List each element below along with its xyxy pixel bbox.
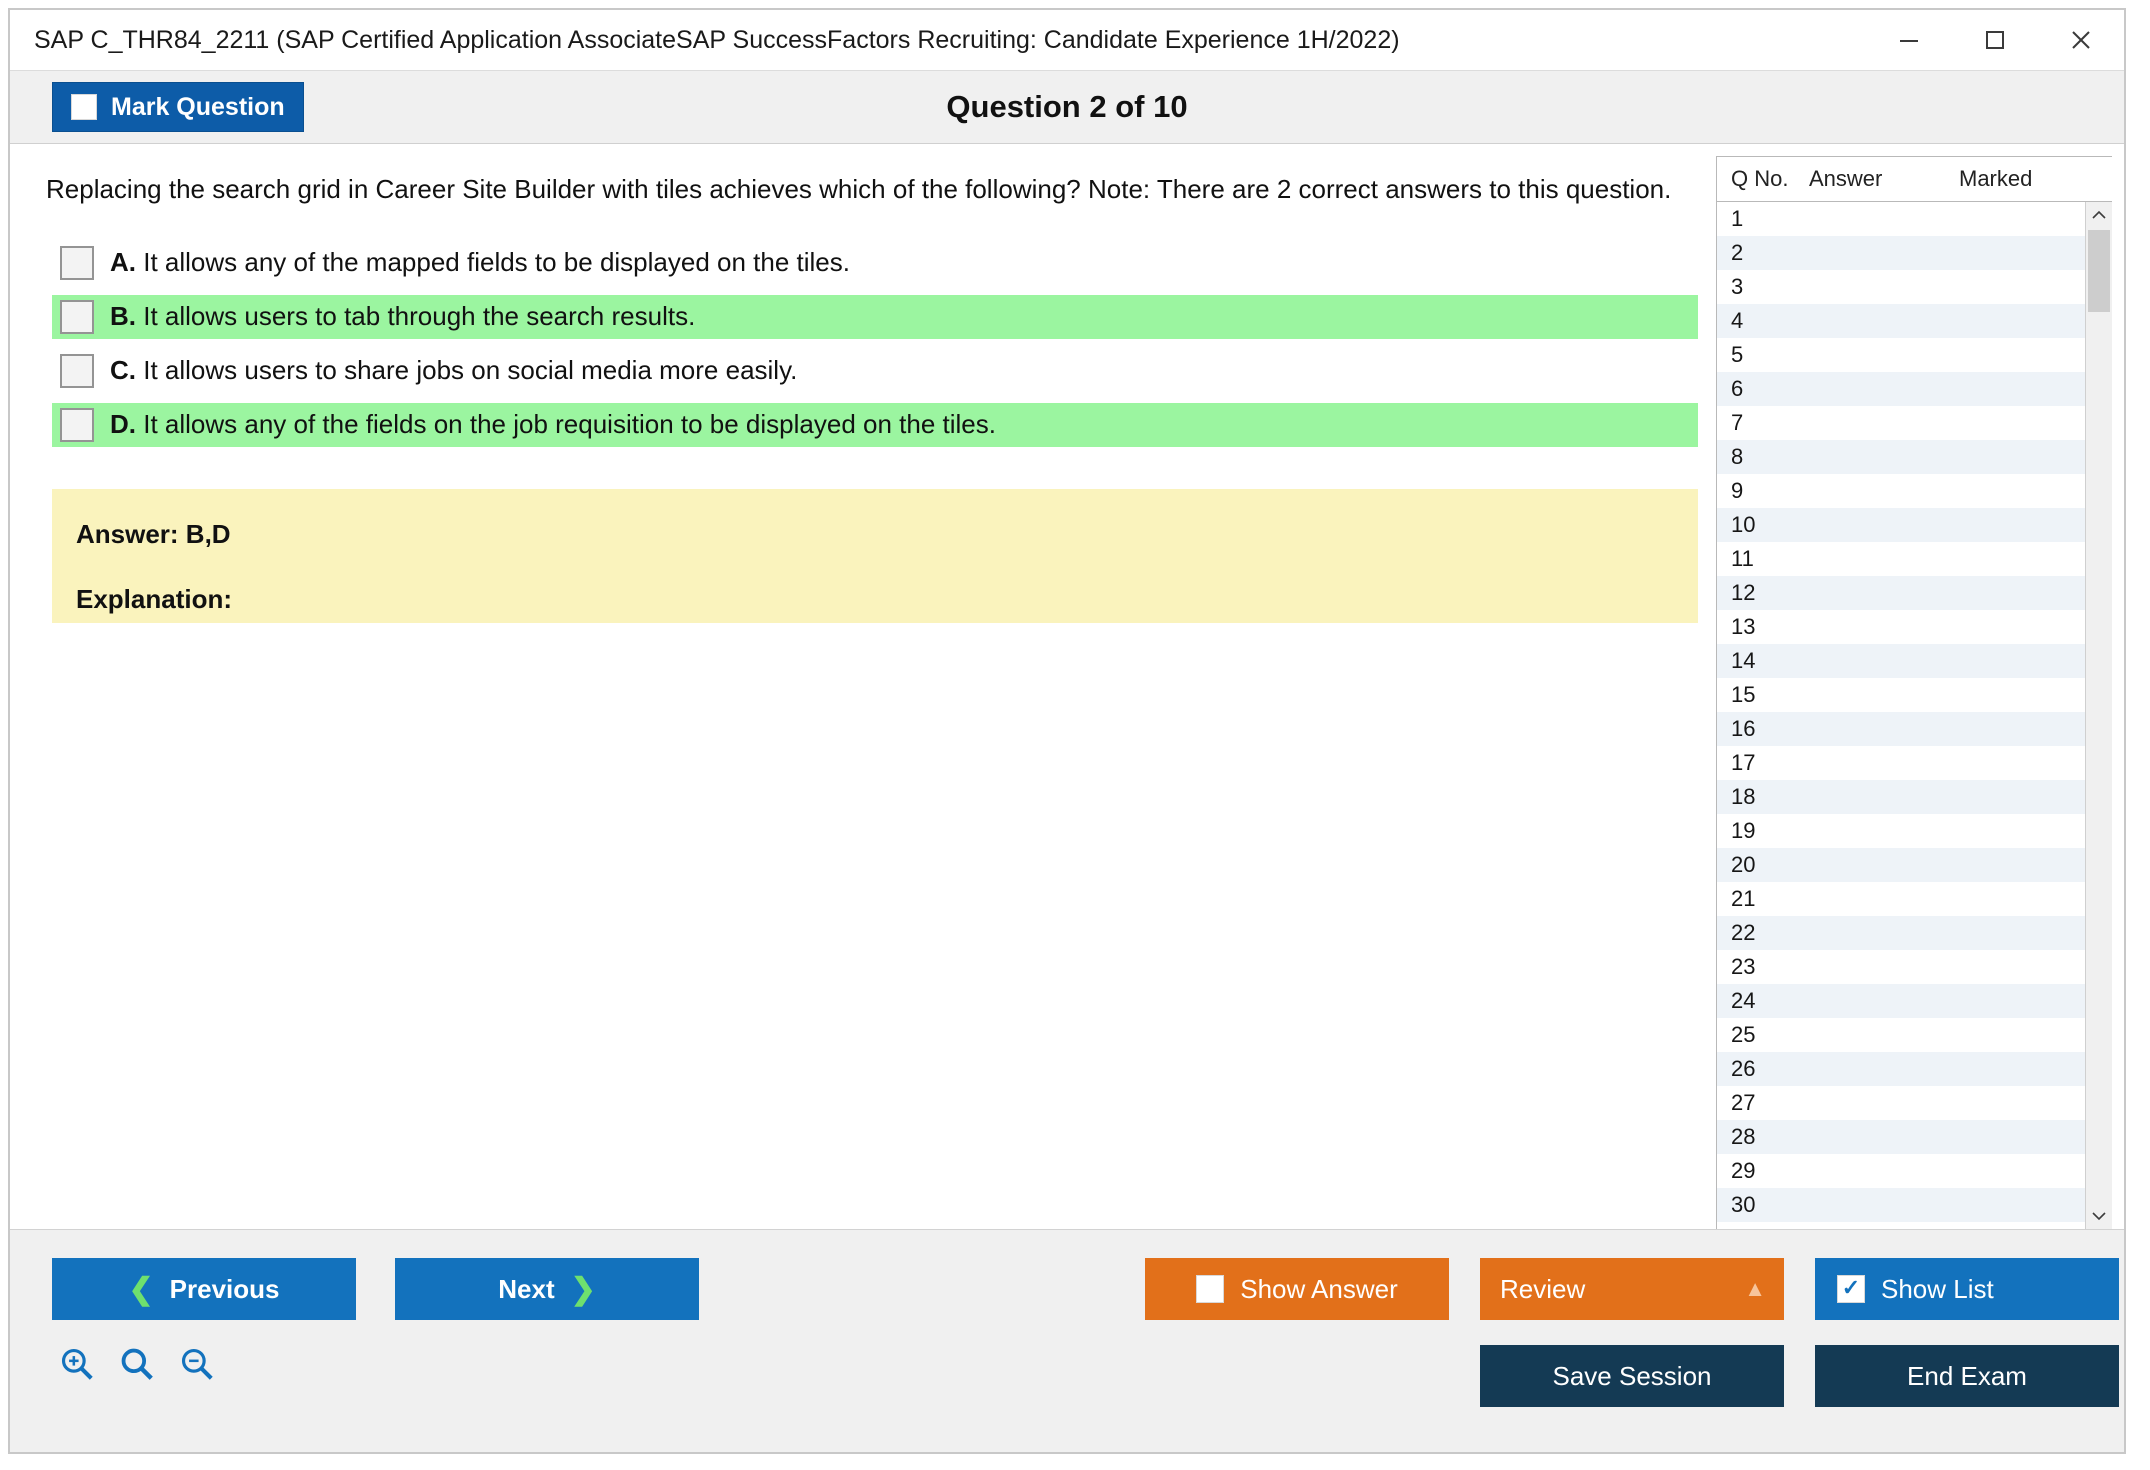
save-session-button[interactable] <box>1480 1345 1784 1407</box>
table-row[interactable] <box>1717 338 2085 372</box>
row-qno: 16 <box>1731 716 1756 741</box>
mark-question-button[interactable] <box>52 82 304 132</box>
table-row[interactable] <box>1717 644 2085 678</box>
row-qno: 15 <box>1731 682 1756 707</box>
answer-text: Answer: B,D <box>76 518 231 549</box>
previous-label: Previous <box>169 1273 280 1304</box>
question-pane <box>10 144 1716 1229</box>
question-list-scrollbar[interactable] <box>2085 202 2112 1229</box>
show-list-button[interactable] <box>1815 1258 2119 1320</box>
row-qno: 29 <box>1731 1158 1756 1183</box>
table-row[interactable] <box>1717 202 2085 236</box>
zoom-in-icon[interactable] <box>58 1345 96 1388</box>
end-exam-label: End Exam <box>1907 1360 2027 1391</box>
answer-panel <box>52 489 1698 623</box>
review-label: Review <box>1500 1273 1586 1304</box>
table-row[interactable] <box>1717 882 2085 916</box>
option-letter-b: B. <box>110 301 136 332</box>
option-row-b[interactable] <box>52 295 1698 339</box>
mark-question-label: Mark Question <box>111 92 285 121</box>
maximize-icon[interactable] <box>1952 10 2038 70</box>
table-row[interactable] <box>1717 610 2085 644</box>
mark-question-checkbox[interactable] <box>71 94 97 120</box>
table-row[interactable] <box>1717 1086 2085 1120</box>
row-qno: 22 <box>1731 920 1756 945</box>
question-list-rows <box>1717 202 2085 1229</box>
previous-button[interactable] <box>52 1258 356 1320</box>
table-row[interactable] <box>1717 508 2085 542</box>
column-header-marked: Marked <box>1959 166 2033 191</box>
close-icon[interactable] <box>2038 10 2124 70</box>
row-qno: 6 <box>1731 376 1744 401</box>
option-checkbox-a[interactable] <box>60 246 94 280</box>
row-qno: 19 <box>1731 818 1756 843</box>
table-row[interactable] <box>1717 304 2085 338</box>
option-text-a: It allows any of the mapped fields to be displayed on the tiles. <box>143 247 850 278</box>
row-qno: 3 <box>1731 274 1744 299</box>
option-letter-a: A. <box>110 247 136 278</box>
question-text: Replacing the search grid in Career Site Builder with tiles achieves which of the following? Note: There are 2 correct answers to this question. <box>46 174 1672 204</box>
table-row[interactable] <box>1717 474 2085 508</box>
chevron-left-icon: ❮ <box>128 1272 154 1306</box>
table-row[interactable] <box>1717 1154 2085 1188</box>
table-row[interactable] <box>1717 576 2085 610</box>
table-row[interactable] <box>1717 746 2085 780</box>
row-qno: 12 <box>1731 580 1756 605</box>
row-qno: 4 <box>1731 308 1744 333</box>
option-label-d <box>110 409 996 440</box>
row-qno: 26 <box>1731 1056 1756 1081</box>
option-checkbox-b[interactable] <box>60 300 94 334</box>
option-label-b <box>110 301 695 332</box>
header-bar <box>10 71 2124 144</box>
zoom-controls <box>58 1345 216 1388</box>
scrollbar-thumb[interactable] <box>2088 230 2110 312</box>
option-text-d: It allows any of the fields on the job requisition to be displayed on the tiles. <box>143 409 996 440</box>
row-qno: 9 <box>1731 478 1744 503</box>
chevron-up-icon: ▲ <box>1744 1276 1766 1301</box>
table-row[interactable] <box>1717 984 2085 1018</box>
save-session-label: Save Session <box>1552 1360 1712 1391</box>
option-label-c <box>110 355 797 386</box>
zoom-icon[interactable] <box>118 1345 156 1388</box>
next-label: Next <box>498 1273 555 1304</box>
question-list-body <box>1717 202 2112 1229</box>
zoom-out-icon[interactable] <box>178 1345 216 1388</box>
table-row[interactable] <box>1717 712 2085 746</box>
column-header-qno: Q No. <box>1731 166 1789 191</box>
scroll-up-icon[interactable] <box>2086 202 2112 228</box>
table-row[interactable] <box>1717 406 2085 440</box>
option-text-b: It allows users to tab through the search results. <box>143 301 696 332</box>
option-label-a <box>110 247 850 278</box>
row-qno: 21 <box>1731 886 1756 911</box>
show-list-checkbox[interactable]: ✓ <box>1837 1275 1865 1303</box>
option-letter-c: C. <box>110 355 136 386</box>
question-list-header <box>1717 157 2112 202</box>
option-checkbox-c[interactable] <box>60 354 94 388</box>
table-row[interactable] <box>1717 270 2085 304</box>
column-header-answer: Answer <box>1809 166 1883 191</box>
explanation-label: Explanation: <box>76 583 233 614</box>
row-qno: 17 <box>1731 750 1756 775</box>
table-row[interactable] <box>1717 950 2085 984</box>
question-list-panel <box>1716 156 2112 1229</box>
table-row[interactable] <box>1717 236 2085 270</box>
chevron-right-icon: ❯ <box>570 1272 596 1306</box>
option-row-c[interactable] <box>52 349 1698 393</box>
end-exam-button[interactable] <box>1815 1345 2119 1407</box>
option-row-a[interactable] <box>52 241 1698 285</box>
row-qno: 30 <box>1731 1192 1756 1217</box>
row-qno: 20 <box>1731 852 1756 877</box>
row-qno: 24 <box>1731 988 1756 1013</box>
minimize-icon[interactable] <box>1866 10 1952 70</box>
row-qno: 27 <box>1731 1090 1756 1115</box>
body-area <box>10 144 2124 1229</box>
row-qno: 8 <box>1731 444 1744 469</box>
row-qno: 13 <box>1731 614 1756 639</box>
table-row[interactable] <box>1717 372 2085 406</box>
table-row[interactable] <box>1717 1120 2085 1154</box>
next-button[interactable] <box>395 1258 699 1320</box>
window-controls <box>1866 10 2124 70</box>
table-row[interactable] <box>1717 678 2085 712</box>
title-bar <box>10 10 2124 71</box>
option-row-d[interactable] <box>52 403 1698 447</box>
options-list <box>10 241 1716 447</box>
option-letter-d: D. <box>110 409 136 440</box>
show-list-label: Show List <box>1881 1273 1994 1304</box>
table-row[interactable] <box>1717 1188 2085 1222</box>
row-qno: 14 <box>1731 648 1756 673</box>
row-qno: 10 <box>1731 512 1756 537</box>
page-title: Question 2 of 10 <box>946 89 1188 124</box>
table-row[interactable] <box>1717 440 2085 474</box>
row-qno: 2 <box>1731 240 1744 265</box>
option-text-c: It allows users to share jobs on social media more easily. <box>143 355 798 386</box>
window-title: SAP C_THR84_2211 (SAP Certified Application AssociateSAP SuccessFactors Recruiting: Candidate Experience 1H/2022) <box>34 25 1400 54</box>
row-qno: 18 <box>1731 784 1756 809</box>
table-row[interactable] <box>1717 814 2085 848</box>
table-row[interactable] <box>1717 780 2085 814</box>
row-qno: 5 <box>1731 342 1744 367</box>
row-qno: 11 <box>1731 546 1754 571</box>
show-answer-label: Show Answer <box>1240 1273 1398 1304</box>
row-qno: 7 <box>1731 410 1744 435</box>
row-qno: 1 <box>1731 206 1744 231</box>
table-row[interactable] <box>1717 848 2085 882</box>
footer-bar <box>10 1229 2124 1452</box>
show-answer-checkbox[interactable] <box>1196 1275 1224 1303</box>
row-qno: 23 <box>1731 954 1756 979</box>
show-answer-button[interactable] <box>1145 1258 1449 1320</box>
row-qno: 25 <box>1731 1022 1756 1047</box>
table-row[interactable] <box>1717 1018 2085 1052</box>
option-checkbox-d[interactable] <box>60 408 94 442</box>
table-row[interactable] <box>1717 1052 2085 1086</box>
table-row[interactable] <box>1717 542 2085 576</box>
exam-window <box>8 8 2126 1454</box>
row-qno: 28 <box>1731 1124 1756 1149</box>
review-button[interactable] <box>1480 1258 1784 1320</box>
scroll-down-icon[interactable] <box>2086 1203 2112 1229</box>
table-row[interactable] <box>1717 916 2085 950</box>
